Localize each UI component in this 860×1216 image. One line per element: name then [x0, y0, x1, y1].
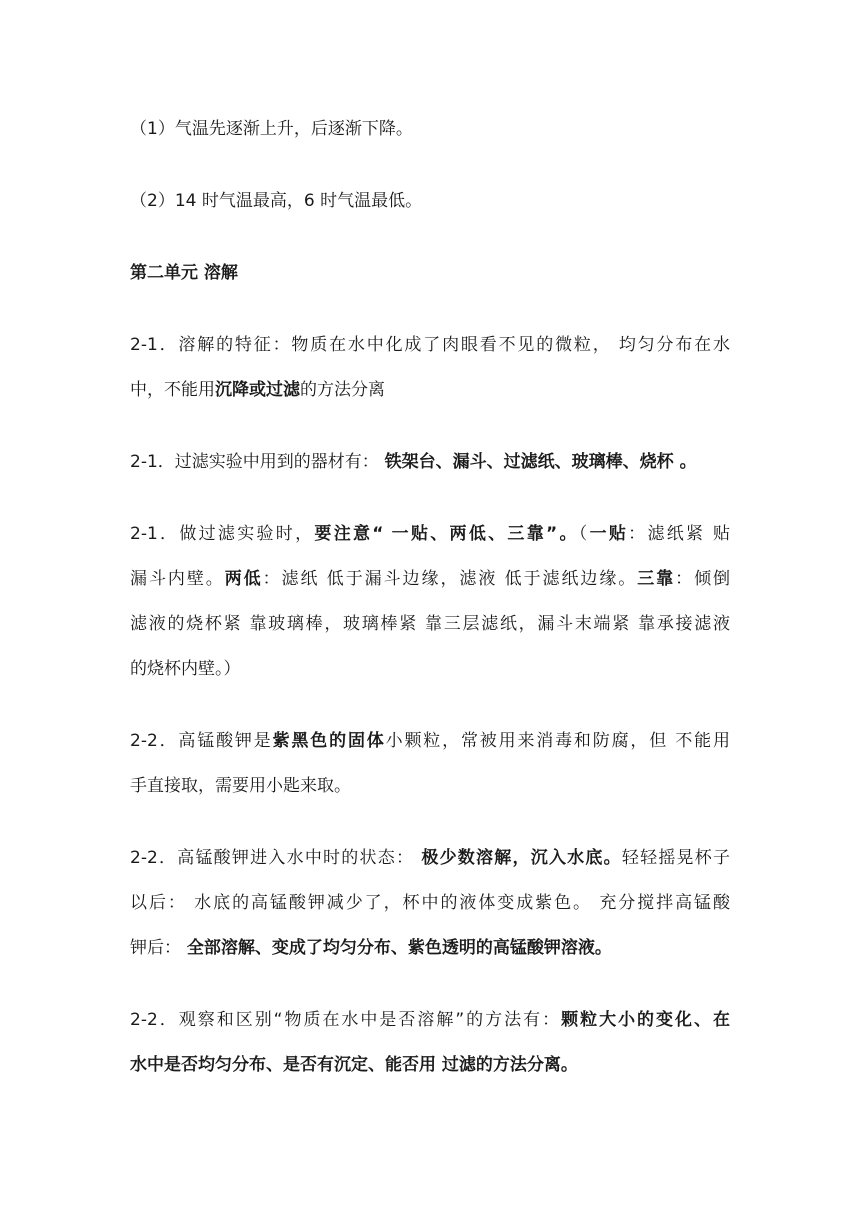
paragraph-filter-rules-line1: 2-1．做过滤实验时，要注意“ 一贴、两低、三靠”。（一贴：滤纸紧 贴 — [130, 524, 731, 544]
paragraph-dissolve-feature-line1: 2-1．溶解的特征：物质在水中化成了肉眼看不见的微粒， 均匀分布在水 — [130, 335, 730, 355]
paragraph-temperature-1: （1）气温先逐渐上升，后逐渐下降。 — [130, 119, 413, 139]
paragraph-potassium-water-line3: 钾后： 全部溶解、变成了均匀分布、紫色透明的高锰酸钾溶液。 — [130, 938, 612, 958]
paragraph-filter-rules-line3: 滤液的烧杯紧 靠玻璃棒，玻璃棒紧 靠三层滤纸，漏斗末端紧 靠承接滤液 — [130, 614, 730, 634]
unit-heading: 第二单元 溶解 — [130, 263, 238, 283]
paragraph-filter-equipment: 2-1．过滤实验中用到的器材有： 铁架台、漏斗、过滤纸、玻璃棒、烧杯 。 — [130, 452, 697, 472]
paragraph-observe-line1: 2-2．观察和区别“物质在水中是否溶解”的方法有：颗粒大小的变化、在 — [130, 1010, 730, 1030]
paragraph-potassium-line1: 2-2．高锰酸钾是紫黑色的固体小颗粒，常被用来消毒和防腐，但 不能用 — [130, 731, 731, 751]
paragraph-dissolve-feature-line2: 中，不能用沉降或过滤的方法分离 — [130, 380, 385, 400]
paragraph-potassium-line2: 手直接取，需要用小匙来取。 — [130, 776, 351, 796]
paragraph-filter-rules-line2: 漏斗内壁。两低：滤纸 低于漏斗边缘，滤液 低于滤纸边缘。三靠：倾倒 — [130, 569, 731, 589]
paragraph-filter-rules-line4: 的烧杯内壁。） — [130, 659, 241, 679]
paragraph-observe-line2: 水中是否均匀分布、是否有沉定、能否用 过滤的方法分离。 — [130, 1055, 578, 1075]
paragraph-temperature-2: （2）14 时气温最高，6 时气温最低。 — [130, 191, 423, 211]
paragraph-potassium-water-line2: 以后： 水底的高锰酸钾减少了，杯中的液体变成紫色。 充分搅拌高锰酸 — [130, 893, 730, 913]
paragraph-potassium-water-line1: 2-2．高锰酸钾进入水中时的状态： 极少数溶解，沉入水底。轻轻摇晃杯子 — [130, 848, 731, 868]
